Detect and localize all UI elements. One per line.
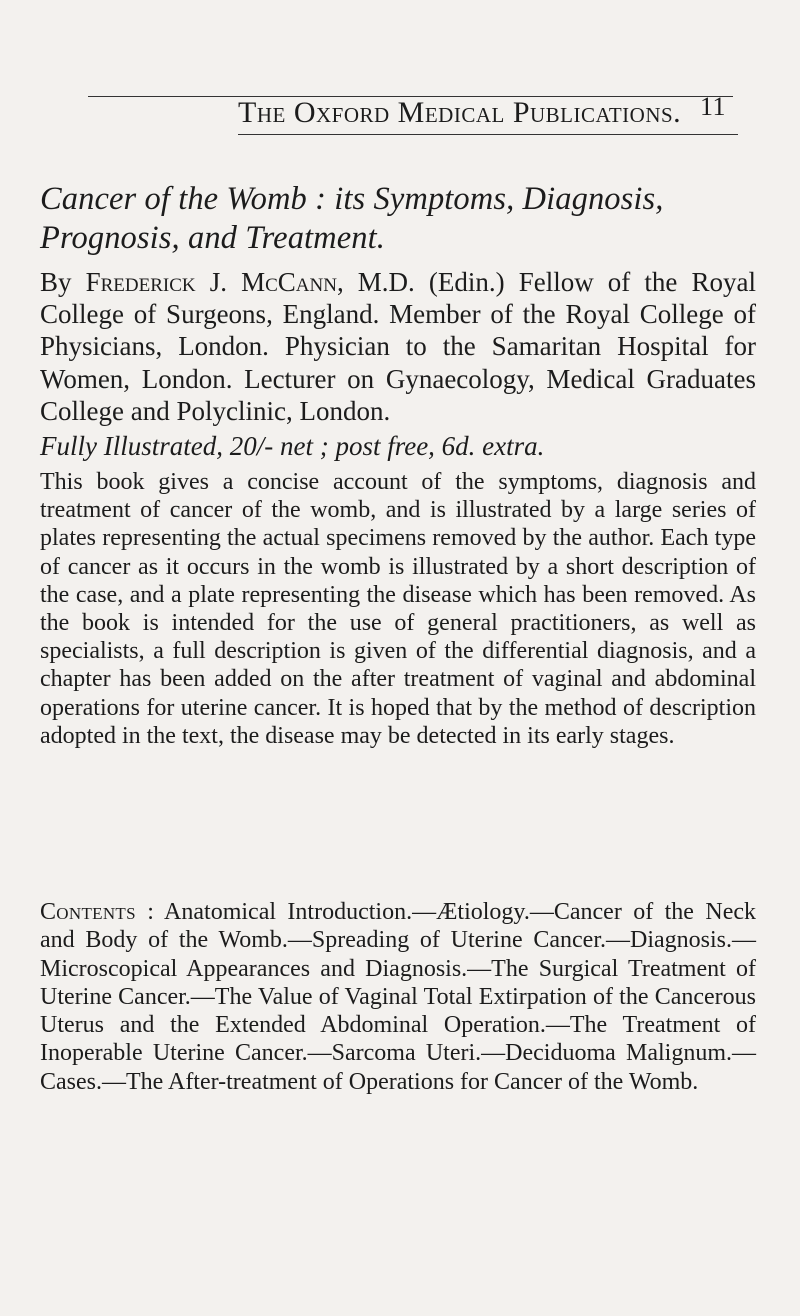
byline-prefix: By	[40, 267, 86, 297]
contents-separator: :	[135, 899, 165, 925]
running-head	[238, 92, 738, 136]
contents-paragraph	[40, 898, 756, 1096]
author-name: Frederick J. McCann	[85, 267, 337, 297]
page-number: 11	[699, 92, 726, 121]
header-rule-bottom	[238, 134, 738, 135]
price-line: Fully Illustrated, 20/- net ; post free, 6d. extra.	[40, 431, 545, 461]
running-head-title: The Oxford Medical Publications.	[238, 96, 682, 129]
contents-label: Contents	[40, 899, 136, 925]
byline	[40, 266, 756, 427]
author-credentials: , M.D. (Edin.) Fellow of the Royal College of Surgeons, England. Member of the Royal College of Physicians, London. Physician to the Samaritan Hospital for Women, London. Lecturer on Gynaecology, Medical Graduates College and Polyclinic, London.	[40, 267, 756, 426]
contents-text: Anatomical Introduction.—Ætiology.—Cancer of the Neck and Body of the Womb.—Spreading of Uterine Cancer.—Diagnosis.—Microscopical Appearances and Diagnosis.—The Surgical Treatment of Uterine Cancer.—The Value of Vaginal Total Extirpation of the Cancerous Uterus and the Extended Abdominal Operation.—The Treatment of Inoperable Uterine Cancer.—Sarcoma Uteri.—Deciduoma Malignum.—Cases.—The After-treatment of Operations for Cancer of the Womb.	[40, 899, 757, 1095]
book-description: This book gives a concise account of the symptoms, diagnosis and treatment of cancer of the womb, and is illustrated by a large series of plates representing the actual specimens removed by the author. Each type of cancer as it occurs in the womb is illustrated by a short description of the case, and a plate representing the disease which has been removed. As the book is intended for the use of general practitioners, as well as specialists, a full description is given of the differential diagnosis, and a chapter has been added on the after treatment of vaginal and abdominal operations for uterine cancer. It is hoped that by the method of description adopted in the text, the disease may be detected in its early stages.	[40, 469, 756, 749]
book-title: Cancer of the Womb : its Symptoms, Diagnosis, Prognosis, and Treatment.	[40, 181, 664, 256]
